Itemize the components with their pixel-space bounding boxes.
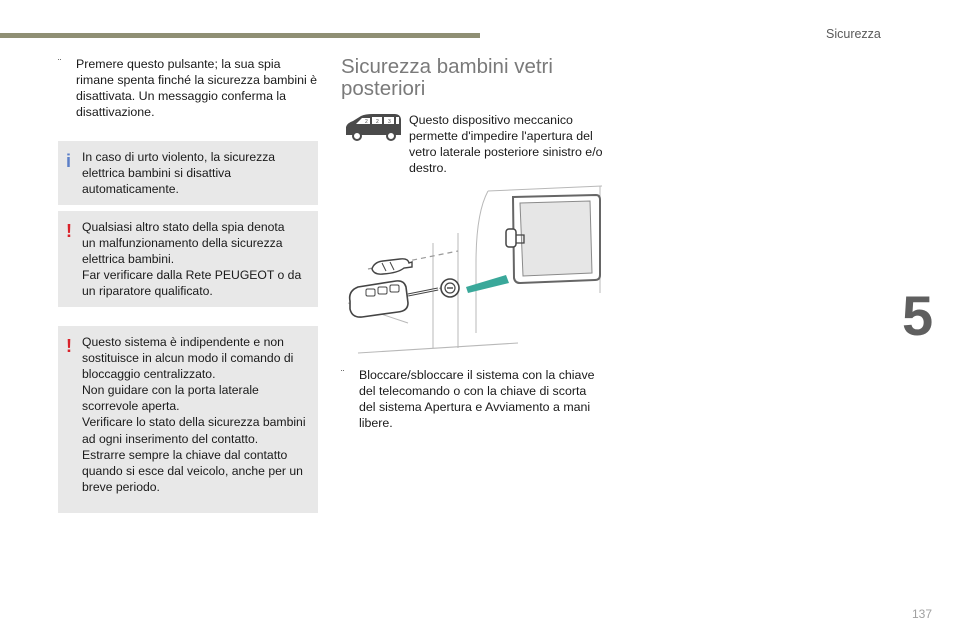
- bullet-square-icon: ¨: [58, 58, 62, 69]
- warning-line: un riparatore qualificato.: [82, 284, 213, 299]
- warning-line: Non guidare con la porta laterale: [82, 383, 259, 398]
- left-column: [58, 56, 318, 120]
- page-number: 137: [912, 607, 933, 621]
- bullet-square-icon: ¨: [341, 369, 345, 380]
- warning-line: quando si esce dal veicolo, anche per un: [82, 463, 303, 478]
- warning-icon: !: [66, 336, 72, 356]
- warning-line: Verificare lo stato della sicurezza bambini: [82, 415, 306, 430]
- info-box: [58, 141, 318, 205]
- warning-line: Qualsiasi altro stato della spia denota: [82, 220, 285, 234]
- warning-line: sostituisce in alcun modo il comando di: [82, 351, 294, 366]
- header-rule: [0, 33, 480, 38]
- warning-line: breve periodo.: [82, 479, 160, 494]
- warning-line: bloccaggio centralizzato.: [82, 367, 216, 382]
- warning-box-2: [58, 326, 318, 513]
- instruction-text: Bloccare/sbloccare il sistema con la chiave del telecomando o con la chiave di scorta del sistema Apertura e Avviamento a mani libere.: [359, 368, 595, 430]
- minivan-icon: [343, 113, 403, 141]
- warning-box-1: [58, 211, 318, 307]
- intro-text: Questo dispositivo meccanico permette d'impedire l'apertura del vetro laterale posteriore sinistro e/o destro.: [409, 113, 603, 175]
- heading-line: Sicurezza bambini vetri: [341, 55, 553, 78]
- warning-line: ad ogni inserimento del contatto.: [82, 431, 259, 446]
- info-icon: i: [66, 151, 72, 171]
- warning-line: Estrarre sempre la chiave dal contatto: [82, 447, 288, 462]
- warning-line: scorrevole aperta.: [82, 399, 180, 414]
- warning-line: un malfunzionamento della sicurezza: [82, 236, 283, 251]
- warning-icon: !: [66, 221, 72, 241]
- info-line: elettrica bambini si disattiva: [82, 166, 232, 181]
- info-line: automaticamente.: [82, 182, 179, 197]
- svg-text:2: 2: [376, 119, 379, 125]
- warning-line: Far verificare dalla Rete PEUGEOT o da: [82, 268, 302, 283]
- section-heading: [341, 56, 603, 100]
- bullet-text: Premere questo pulsante; la sua spia rimane spenta finché la sicurezza bambini è disattivata. Un messaggio conferma la disattivazione.: [76, 57, 318, 119]
- heading-line: posteriori: [341, 77, 426, 100]
- right-column: [341, 56, 603, 100]
- chapter-number: 5: [902, 284, 934, 347]
- warning-line: Questo sistema è indipendente e non: [82, 335, 284, 349]
- bullet-item: [58, 56, 318, 120]
- instruction-bullet: [341, 367, 603, 431]
- svg-text:2: 2: [365, 119, 368, 125]
- rear-window-child-lock-illustration: [338, 183, 604, 355]
- section-title: Sicurezza: [826, 27, 881, 41]
- svg-text:3: 3: [388, 119, 391, 125]
- info-line: In caso di urto violento, la sicurezza: [82, 150, 276, 164]
- warning-line: elettrica bambini.: [82, 252, 175, 267]
